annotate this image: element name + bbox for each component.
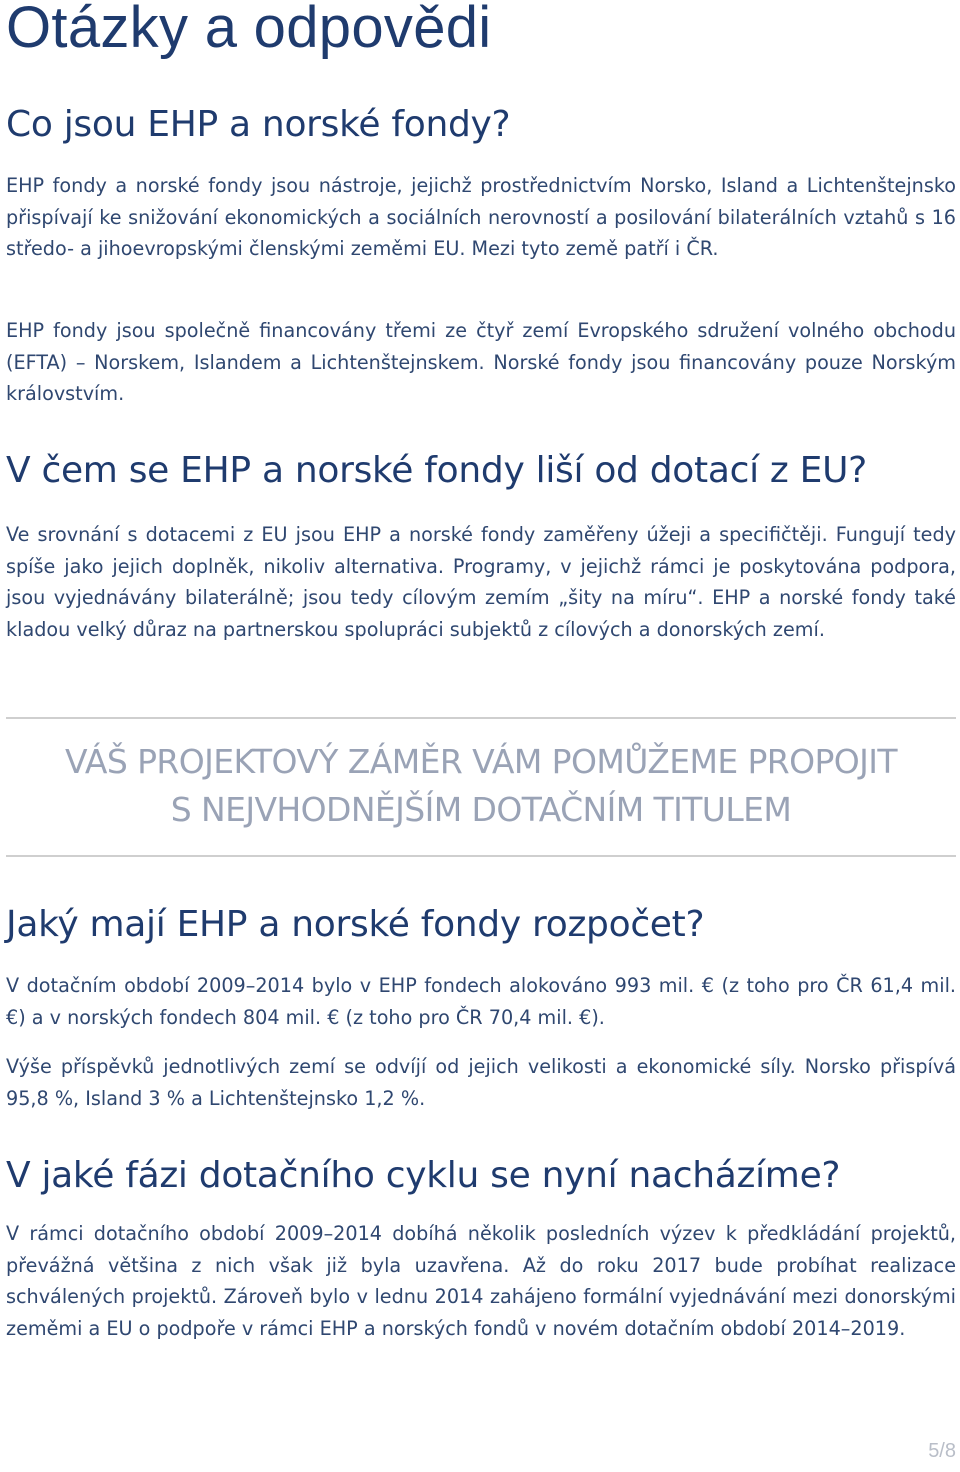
section-heading: V jaké fázi dotačního cyklu se nyní nacházíme? (6, 1155, 841, 1196)
divider-bottom (6, 855, 956, 857)
divider-top (6, 717, 956, 719)
section-heading: V čem se EHP a norské fondy liší od dotací z EU? (6, 450, 867, 491)
section-paragraph: Ve srovnání s dotacemi z EU jsou EHP a norské fondy zaměřeny úžeji a specifičtěji. Fungují tedy spíše jako jejich doplněk, nikoliv alternativa. Programy, v jejichž rámci je poskytována podpora, jsou vyjednávány bilaterálně; jsou tedy cílovým zemím „šity na míru“. EHP a norské fondy také kladou velký důraz na partnerskou spolupráci subjektů z cílových a donorských zemí. (6, 523, 956, 641)
page-number: 5/8 (928, 1440, 956, 1462)
banner-line: VÁŠ PROJEKTOVÝ ZÁMĚR VÁM POMŮŽEME PROPOJIT (65, 742, 897, 781)
page-title: Otázky a odpovědi (6, 0, 492, 60)
section-paragraph: EHP fondy jsou společně financovány třemi ze čtyř zemí Evropského sdružení volného obchodu (EFTA) – Norskem, Islandem a Lichtenštejnskem. Norské fondy jsou financovány pouze Norským královstvím. (6, 319, 956, 405)
section-paragraph: Výše příspěvků jednotlivých zemí se odvíjí od jejich velikosti a ekonomické síly. Norsko přispívá 95,8 %, Island 3 % a Lichtenštejnsko 1,2 %. (6, 1055, 956, 1110)
section-paragraph: V rámci dotačního období 2009–2014 dobíhá několik posledních výzev k předkládání projektů, převážná většina z nich však již byla uzavřena. Až do roku 2017 bude probíhat realizace schválených projektů. Zároveň bylo v lednu 2014 zahájeno formální vyjednávání mezi donorskými zeměmi a EU o podpoře v rámci EHP a norských fondů v novém dotačním období 2014–2019. (6, 1222, 956, 1340)
banner-line: S NEJVHODNĚJŠÍM DOTAČNÍM TITULEM (170, 790, 792, 829)
section-heading: Co jsou EHP a norské fondy? (6, 104, 511, 145)
section-heading: Jaký mají EHP a norské fondy rozpočet? (6, 904, 705, 945)
section-paragraph: V dotačním období 2009–2014 bylo v EHP fondech alokováno 993 mil. € (z toho pro ČR 61,4 mil. €) a v norských fondech 804 mil. € (z toho pro ČR 70,4 mil. €). (6, 974, 956, 1029)
promo-banner (6, 738, 956, 834)
section-paragraph: EHP fondy a norské fondy jsou nástroje, jejichž prostřednictvím Norsko, Island a Lichtenštejnsko přispívají ke snižování ekonomických a sociálních nerovností a posilování bilaterálních vztahů s 16 středo- a jihoevropskými členskými zeměmi EU. Mezi tyto země patří i ČR. (6, 174, 956, 260)
